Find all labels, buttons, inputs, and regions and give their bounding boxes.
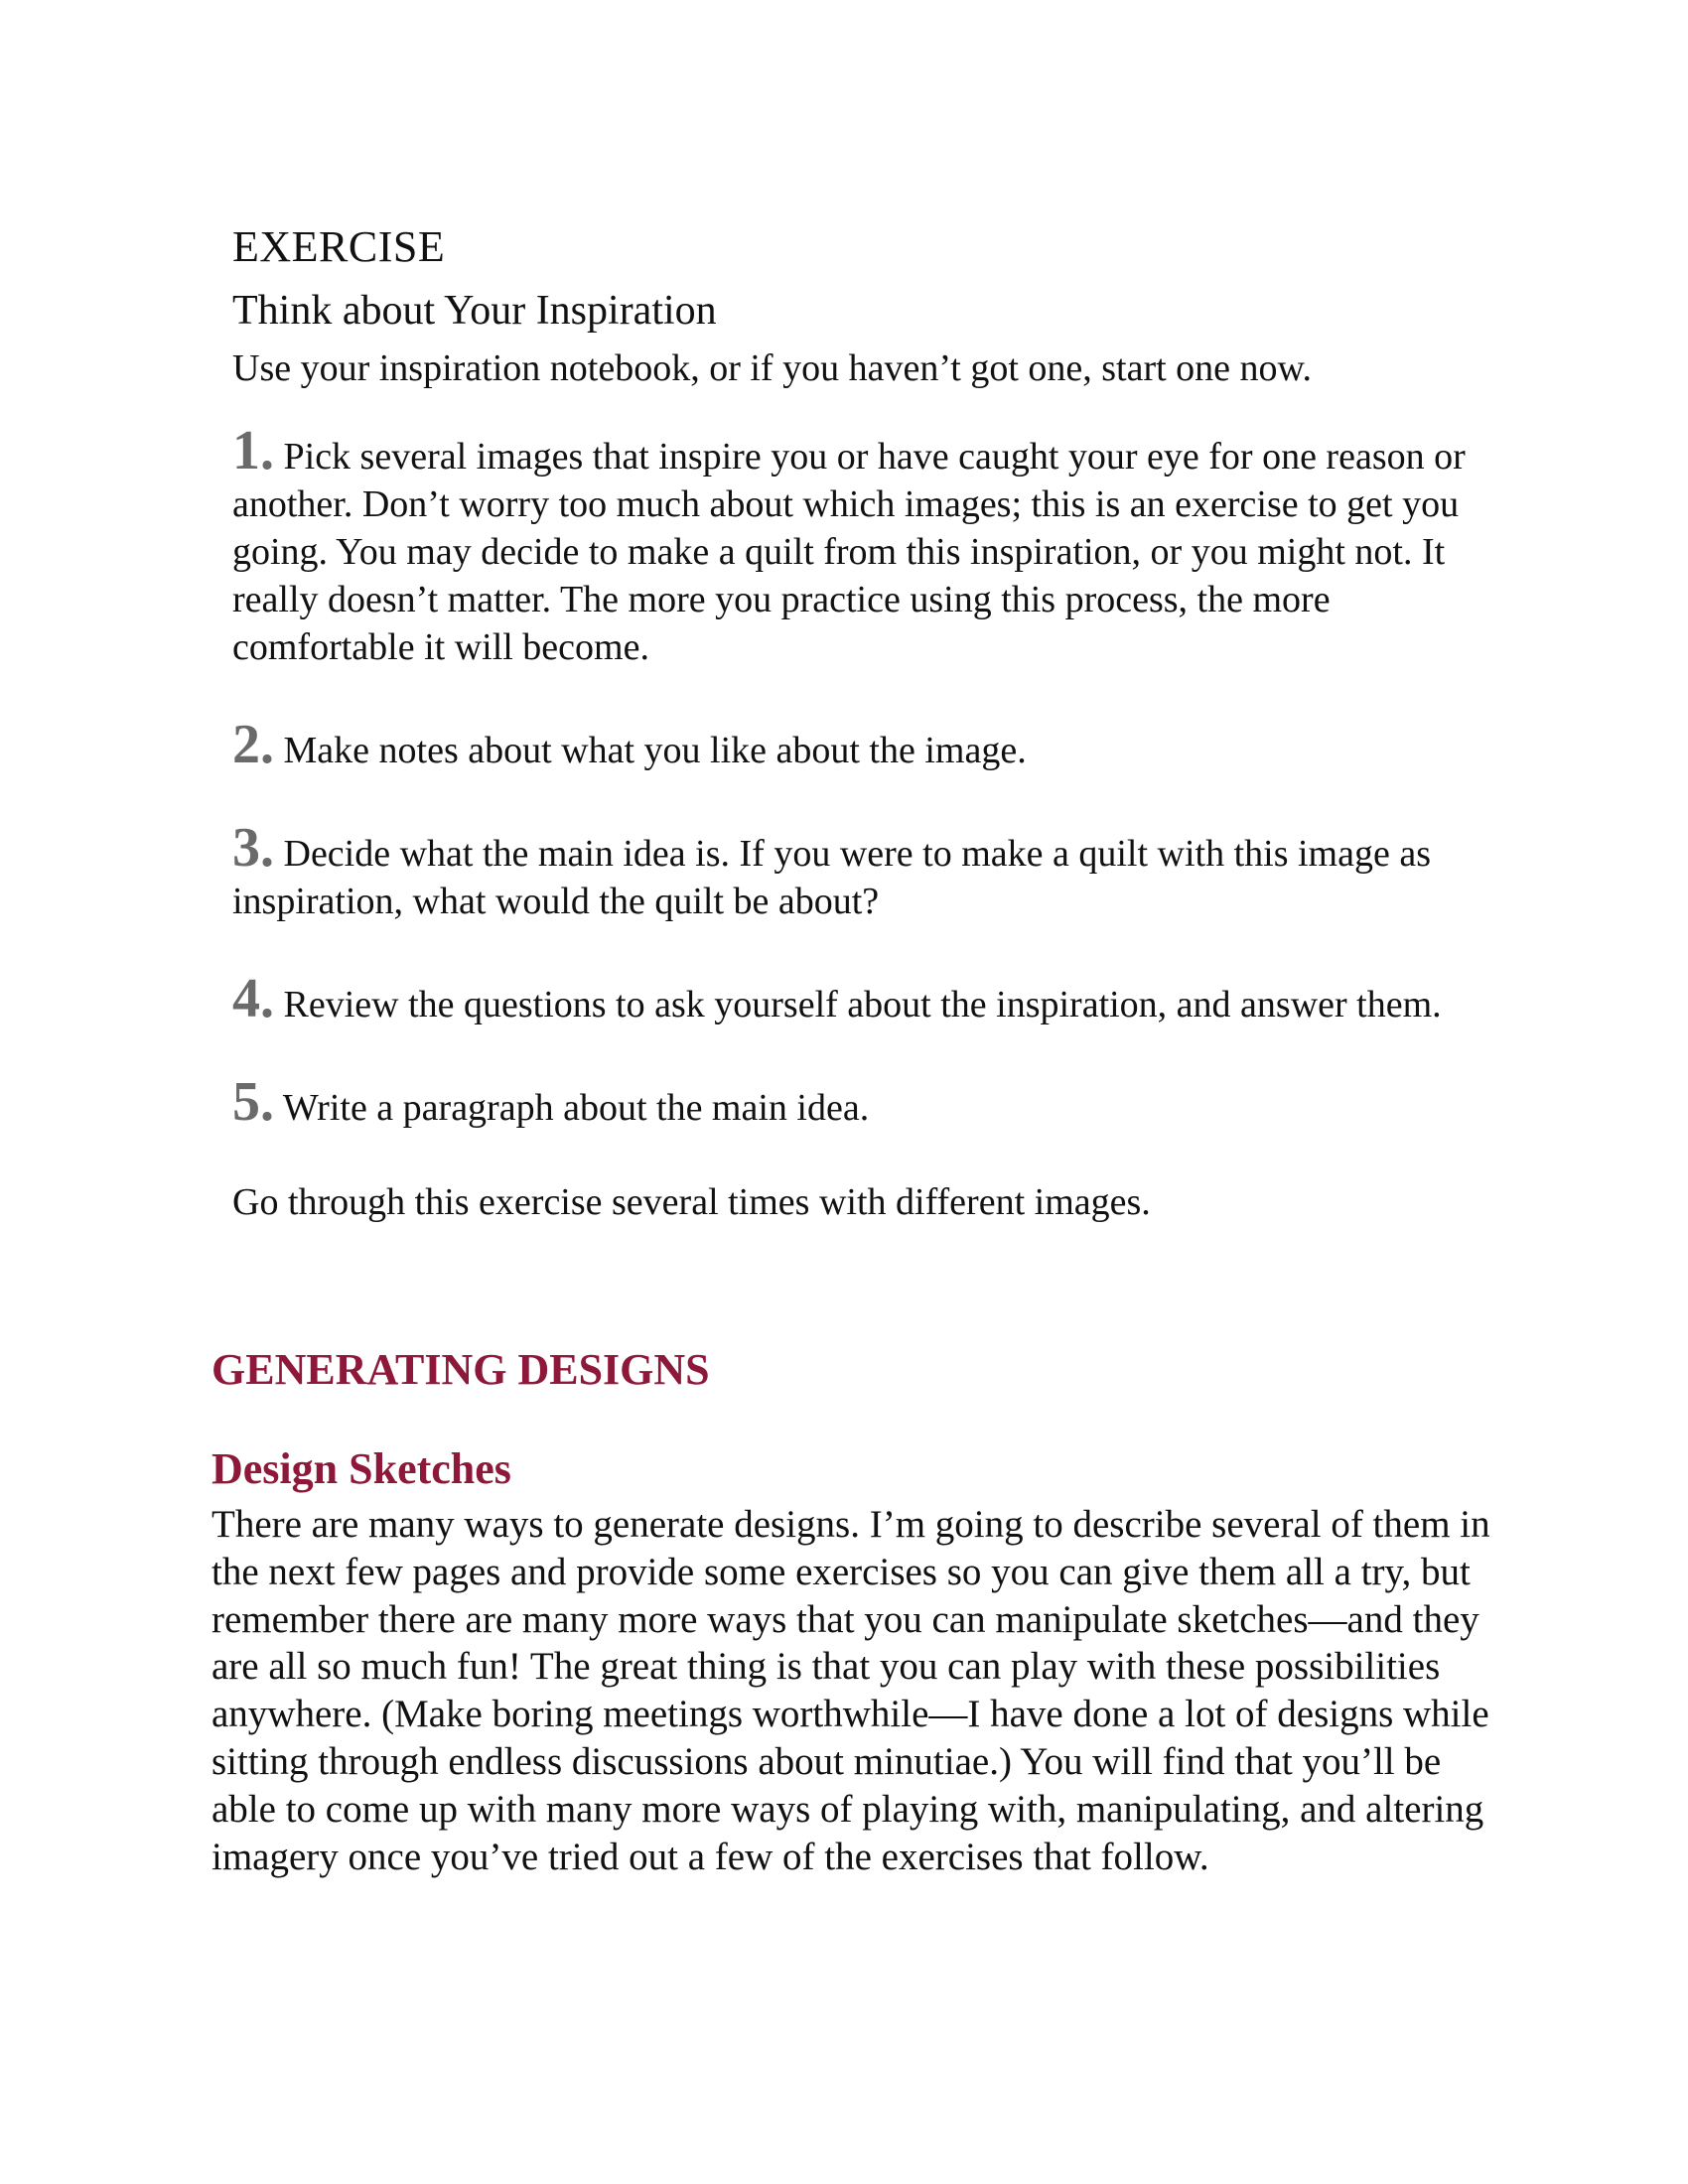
step-text: Make notes about what you like about the image. [283,730,1027,771]
step-number: 2. [232,714,274,775]
step-number: 5. [232,1071,274,1133]
exercise-steps [232,420,1483,1133]
section-heading: GENERATING DESIGNS [211,1345,710,1394]
step-text: Pick several images that inspire you or have caught your eye for one reason or another. Don’t worry too much about which images; this is an exercise to get you going. You may decide to make a quilt from this inspiration, or you might not. It really doesn’t matter. The more you practice using this process, the more comfortable it will become. [232,436,1466,668]
exercise-label: EXERCISE [232,222,446,271]
step-1 [232,420,1483,671]
step-2 [232,714,1483,775]
body-paragraph: There are many ways to generate designs. I’m going to describe several of them in the next few pages and provide some exercises so you can give them all a try, but remember there are many more ways that you can manipulate sketches—and they are all so much fun! The great thing is that you can play with these possibilities anywhere. (Make boring meetings worthwhile—I have done a lot of designs while sitting through endless discussions about minutiae.) You will find that you’ll be able to come up with many more ways of playing with, manipulating, and altering imagery once you’ve tried out a few of the exercises that follow. [211,1503,1490,1878]
generating-designs-section [211,1338,1492,1880]
step-text: Decide what the main idea is. If you were to make a quilt with this image as inspiration, what would the quilt be about? [232,833,1431,922]
step-number: 1. [232,420,274,481]
step-number: 3. [232,817,274,879]
step-4 [232,968,1483,1029]
step-text: Write a paragraph about the main idea. [282,1087,870,1129]
step-3 [232,817,1483,925]
step-text: Review the questions to ask yourself about the inspiration, and answer them. [283,984,1442,1025]
exercise-box [232,214,1483,1229]
exercise-title: Think about Your Inspiration [232,288,717,334]
subsection-heading: Design Sketches [211,1444,511,1493]
exercise-intro: Use your inspiration notebook, or if you haven’t got one, start one now. [232,347,1313,389]
step-number: 4. [232,968,274,1029]
exercise-closing: Go through this exercise several times with different images. [232,1181,1151,1223]
step-5 [232,1071,1483,1133]
